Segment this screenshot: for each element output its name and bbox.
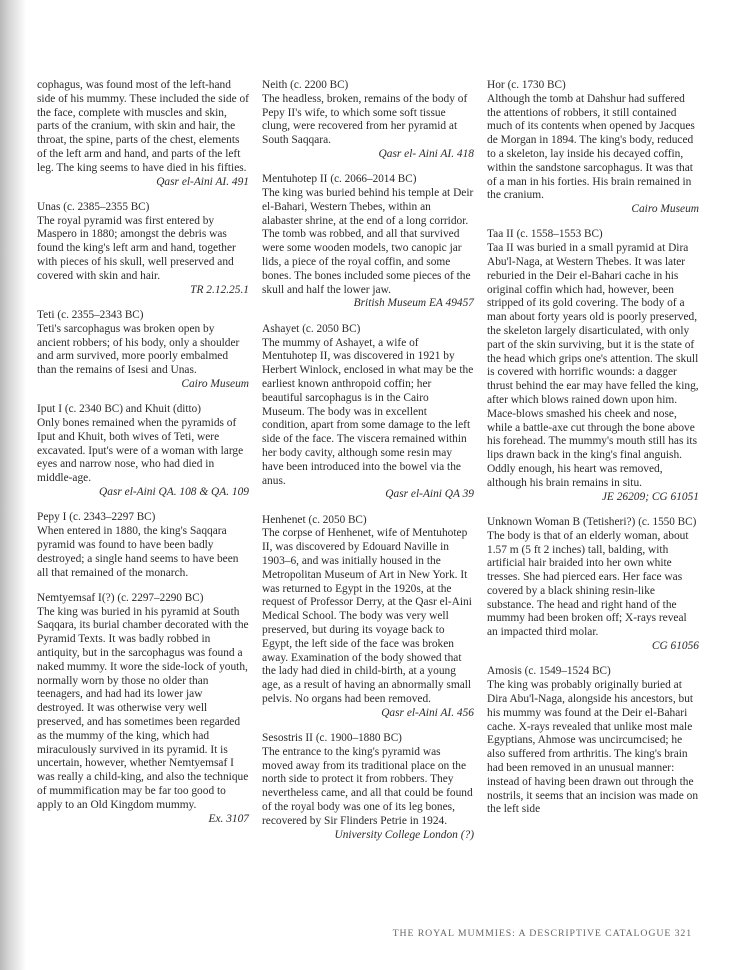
catalogue-entry <box>487 665 699 817</box>
entry-heading <box>262 732 474 746</box>
entry-body: The king was buried behind his temple at Deir el-Bahari, Western Thebes, within an alabaster shrine, at the end of a long corridor. The tomb was robbed, and all that survived were some wooden models, two canopic jar lids, a piece of the royal coffin, and some bones. The bones included some pieces of the skull and half the lower jaw. <box>262 187 474 296</box>
entry-heading <box>487 228 699 242</box>
entry-body: The king was probably originally buried at Dira Abu'l-Naga, alongside his ancestors, but his mummy was found at the Deir el-Bahari cache. X-rays revealed that unlike most male Egyptians, Ahmose was uncircumcised; he also suffered from arthritis. The king's brain had been removed in an unusual manner: instead of having been drawn out through the nostrils, it seems that an incision was made on the left side <box>487 679 699 816</box>
text-column-3 <box>487 79 699 829</box>
entry-heading <box>37 309 249 323</box>
entry-date: (c. 1558–1553 BC) <box>516 228 603 241</box>
entry-date: (c. 2355–2343 BC) <box>57 308 144 321</box>
entry-name: Taa II <box>487 228 514 241</box>
entry-body: Taa II was buried in a small pyramid at Dira Abu'l-Naga, at Western Thebes. It was later reburied in the Deir el-Bahari cache in his original coffin which had, however, been stripped of its gold covering. The body of a man about forty years old is poorly preserved, the skeleton largely disarticulated, with only part of the skin surviving, but it is the state of the head which grips one's attention. The skull is covered with horrific wounds: a dagger thrust behind the ear may have felled the king, after which blows rained down upon him. Mace-blows smashed his cheek and nose, while a battle-axe cut through the bone above his forehead. The mummy's mouth still has its lips drawn back in the king's final anguish. Oddly enough, his heart was removed, although his brain remains in situ. <box>487 242 699 489</box>
binding-gutter-shadow <box>0 0 26 970</box>
entry-date: (c. 2066–2014 BC) <box>330 173 417 186</box>
entry-heading <box>487 665 699 679</box>
entry-reference: British Museum EA 49457 <box>353 297 474 310</box>
catalogue-entry <box>37 79 249 189</box>
text-column-2 <box>262 79 474 854</box>
entry-body: The body is that of an elderly woman, about 1.57 m (5 ft 2 inches) tall, balding, with artificial hair braided into her own white tresses. She had pierced ears. Her face was covered by a black shining resin-like substance. The head and right hand of the mummy had been broken off; X-rays reveal an impacted third molar. <box>487 529 689 639</box>
catalogue-entry <box>262 79 474 162</box>
entry-heading <box>262 323 474 337</box>
entry-body: When entered in 1880, the king's Saqqara pyramid was found to have been badly destroyed; a single hand seems to have been all that remained of the monarch. <box>37 525 239 579</box>
catalogue-entry <box>37 201 249 298</box>
catalogue-entry <box>262 323 474 502</box>
entry-date: (c. 2385–2355 BC) <box>63 200 150 213</box>
catalogue-entry <box>37 511 249 580</box>
entry-date: (c. 2297–2290 BC) <box>117 591 204 604</box>
entry-date: (c. 1550 BC) <box>638 515 697 528</box>
entry-heading <box>262 173 474 187</box>
entry-name: Unas <box>37 200 61 213</box>
entry-body: Although the tomb at Dahshur had suffered the attentions of robbers, it still contained much of its contents when opened by Jacques de Morgan in 1894. The king's body, reduced to a skeleton, lay inside his decayed coffin, within the sandstone sarcophagus. It was that of a man in his forties. His brain remained in the cranium. <box>487 92 695 202</box>
entry-name: Pepy I <box>37 511 67 524</box>
catalogue-entry <box>37 403 249 500</box>
entry-reference: CG 61056 <box>651 640 699 653</box>
entry-body: The royal pyramid was first entered by Maspero in 1880; amongst the debris was found the king's left arm and hand, together with pieces of his skull, well preserved and covered with skin and hair. <box>37 214 236 282</box>
entry-name: Henhenet <box>262 513 306 526</box>
catalogue-entry <box>37 592 249 827</box>
catalogue-entry <box>37 309 249 392</box>
entry-name: Nemtyemsaf I(?) <box>37 591 115 604</box>
entry-date: (c. 1549–1524 BC) <box>524 665 611 678</box>
entry-name: Sesostris II <box>262 732 313 745</box>
catalogue-entry <box>487 516 699 654</box>
running-footer: THE ROYAL MUMMIES: A DESCRIPTIVE CATALOGUE 321 <box>392 928 692 939</box>
entry-body: cophagus, was found most of the left-hand side of his mummy. These included the side of the face, complete with muscles and skin, parts of the cranium, with skin and hair, the throat, the spine, parts of the chest, elements of the left arm and hand, and parts of the left leg. The king seems to have died in his fifties. <box>37 79 249 174</box>
entry-heading <box>37 403 249 417</box>
entry-date: (c. 2343–2297 BC) <box>69 511 156 524</box>
entry-heading <box>37 201 249 215</box>
catalogue-entry <box>487 228 699 504</box>
entry-reference: University College London (?) <box>334 828 474 841</box>
entry-name: Teti <box>37 308 55 321</box>
entry-date: (c. 1900–1880 BC) <box>315 732 402 745</box>
catalogue-entry <box>262 173 474 311</box>
catalogue-entry <box>487 79 699 217</box>
entry-date: (c. 1730 BC) <box>507 79 566 91</box>
entry-name: Mentuhotep II <box>262 173 328 186</box>
entry-heading <box>262 79 474 93</box>
entry-body: Only bones remained when the pyramids of Iput and Khuit, both wives of Teti, were excavated. Iput's were of a woman with large eyes and narrow nose, who had died in middle-age. <box>37 417 244 485</box>
entry-name: Unknown Woman B (Tetisheri?) <box>487 515 636 528</box>
catalogue-entry <box>262 732 474 842</box>
entry-date: (c. 2340 BC) and Khuit (ditto) <box>64 403 201 416</box>
entry-reference: Ex. 3107 <box>208 812 249 825</box>
entry-reference: JE 26209; CG 61051 <box>601 490 699 503</box>
catalogue-entry <box>262 514 474 721</box>
entry-body: The mummy of Ashayet, a wife of Mentuhotep II, was discovered in 1921 by Herbert Winlock, enclosed in what may be the earliest known anthropoid coffin; her beautiful sarcophagus is in the Cairo Museum. The body was in excellent condition, apart from some damage to the left side of the face. The viscera remained within her body cavity, although some resin may have been introduced into the bowel via the anus. <box>262 336 474 487</box>
entry-heading <box>487 516 699 530</box>
entry-date: (c. 2200 BC) <box>290 79 349 91</box>
entry-body: The headless, broken, remains of the body of Pepy II's wife, to which some soft tissue clung, were recovered from her pyramid at South Saqqara. <box>262 92 468 147</box>
entry-reference: Qasr el-Aini AI. 456 <box>381 706 474 719</box>
entry-reference: Qasr el-Aini QA 39 <box>385 488 474 501</box>
text-column-1 <box>37 79 249 838</box>
entry-body: The corpse of Henhenet, wife of Mentuhotep II, was discovered by Edouard Naville in 1903–6, and was initially housed in the Metropolitan Museum of Art in New York. It was returned to Egypt in the 1920s, at the request of Professor Derry, at the Qasr el-Aini Medical School. The body was very well preserved, but during its voyage back to Egypt, the left side of the face was broken away. Examination of the body showed that the lady had died in child-birth, at a young age, as a result of having an abnormally small pelvis. No organs had been removed. <box>262 527 472 705</box>
entry-reference: Cairo Museum <box>181 377 249 390</box>
entry-date: (c. 2050 BC) <box>308 513 367 526</box>
entry-body: The king was buried in his pyramid at South Saqqara, its burial chamber decorated with the Pyramid Texts. It was badly robbed in antiquity, but in the sarcophagus was found a naked mummy. It wore the side-lock of youth, normally worn by those no older than teenagers, and had had its lower jaw destroyed. It was otherwise very well preserved, and has sometimes been regarded as the mummy of the king, which had miraculously survived in its pyramid. It is uncertain, however, whether Nemtyemsaf I was really a child-king, and also the technique of mummification may be far too good to apply to an Old Kingdom mummy. <box>37 605 249 811</box>
entry-name: Ashayet <box>262 322 300 335</box>
entry-name: Neith <box>262 79 288 91</box>
entry-body: The entrance to the king's pyramid was moved away from its traditional place on the north side to protect it from robbers. They nevertheless came, and all that could be found of the royal body was one of its leg bones, recovered by Sir Flinders Petrie in 1924. <box>262 745 473 827</box>
entry-date: (c. 2050 BC) <box>302 322 361 335</box>
entry-reference: Qasr el-Aini AI. 491 <box>156 175 249 188</box>
entry-reference: Cairo Museum <box>631 203 699 216</box>
entry-heading <box>487 79 699 93</box>
entry-name: Amosis <box>487 665 522 678</box>
entry-reference: Qasr el-Aini QA. 108 & QA. 109 <box>99 486 249 499</box>
entry-name: Hor <box>487 79 505 91</box>
entry-reference: TR 2.12.25.1 <box>190 283 249 296</box>
entry-body: Teti's sarcophagus was broken open by ancient robbers; of his body, only a shoulder and arm survived, more poorly embalmed than the remains of Isesi and Unas. <box>37 322 240 377</box>
entry-heading <box>37 511 249 525</box>
entry-heading <box>37 592 249 606</box>
entry-name: Iput I <box>37 403 62 416</box>
entry-reference: Qasr el- Aini AI. 418 <box>378 147 474 160</box>
entry-heading <box>262 514 474 528</box>
